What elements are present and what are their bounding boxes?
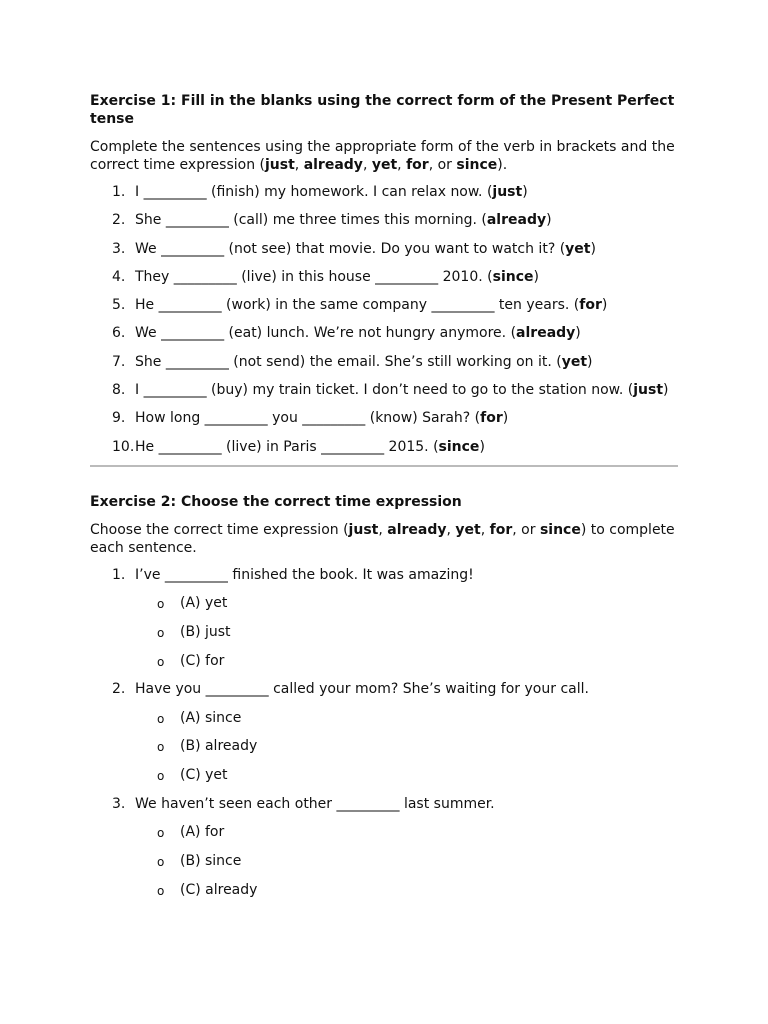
exercise-1-item: 9. How long _________ you _________ (know) Sarah? (for) xyxy=(112,410,509,427)
circle-bullet-icon: o xyxy=(157,596,165,611)
answer-option[interactable] xyxy=(90,709,680,727)
exercise-1-instructions: Complete the sentences using the appropriate form of the verb in brackets and the correct time expression (just, already, yet, for, or since). xyxy=(90,139,675,173)
item-keyword: already xyxy=(516,325,576,342)
question-text: Have you _________ called your mom? She’s waiting for your call. xyxy=(135,681,589,698)
circle-bullet-icon: o xyxy=(157,625,165,640)
option-label: (B) already xyxy=(180,738,258,755)
circle-bullet-icon: o xyxy=(157,883,165,898)
item-number: 4. xyxy=(112,268,126,285)
answer-option[interactable] xyxy=(90,594,680,612)
answer-option[interactable] xyxy=(90,852,680,870)
item-number: 6. xyxy=(112,325,126,342)
option-label: (A) yet xyxy=(180,594,228,611)
answer-option[interactable] xyxy=(90,766,680,784)
item-text: I _________ (buy) my train ticket. I don’t need to go to the station now. ( xyxy=(135,382,634,399)
item-keyword: already xyxy=(486,212,547,229)
item-text: How long _________ you _________ (know) Sarah? ( xyxy=(135,410,481,427)
item-text: I _________ (finish) my homework. I can relax now. ( xyxy=(135,184,493,200)
item-keyword: just xyxy=(492,184,523,200)
exercise-2-heading: Exercise 2: Choose the correct time expression xyxy=(90,493,462,510)
item-keyword: yet xyxy=(565,240,591,257)
question-number: 3. xyxy=(112,796,126,813)
exercise-1-item: 8. I _________ (buy) my train ticket. I don’t need to go to the station now. (just) xyxy=(112,382,669,399)
item-keyword: since xyxy=(438,438,480,455)
exercise-1-item: 7. She _________ (not send) the email. She’s still working on it. (yet) xyxy=(112,353,593,370)
item-keyword: yet xyxy=(561,353,588,370)
item-text: She _________ (call) me three times this morning. ( xyxy=(135,212,487,229)
exercise-1-item: 6. We _________ (eat) lunch. We’re not hungry anymore. (already) xyxy=(112,325,581,342)
exercise-1-item: 10. He _________ (live) in Paris _________ 2015. (since) xyxy=(112,438,485,455)
item-number: 10. xyxy=(112,438,135,455)
item-number: 9. xyxy=(112,410,126,427)
item-text: He _________ (live) in Paris _________ 2015. ( xyxy=(135,438,439,455)
item-text: She _________ (not send) the email. She’s still working on it. ( xyxy=(135,353,562,370)
circle-bullet-icon: o xyxy=(157,740,165,755)
question-text: We haven’t seen each other _________ last summer. xyxy=(135,796,495,813)
exercise-1-item: 1. I _________ (finish) my homework. I can relax now. (just) xyxy=(112,184,528,200)
exercise-1-item: 2. She _________ (call) me three times this morning. (already) xyxy=(112,212,552,229)
exercise-2-question xyxy=(90,795,680,813)
item-text: He _________ (work) in the same company _________ ten years. ( xyxy=(135,297,580,314)
question-number: 2. xyxy=(112,681,126,698)
question-text: I’ve _________ finished the book. It was amazing! xyxy=(135,566,474,583)
option-label: (C) for xyxy=(180,652,225,669)
circle-bullet-icon: o xyxy=(157,654,165,669)
item-text: We _________ (eat) lunch. We’re not hungry anymore. ( xyxy=(135,325,517,342)
exercise-2-instructions: Choose the correct time expression (just, already, yet, for, or since) to complete each sentence. xyxy=(90,521,675,556)
item-keyword: just xyxy=(633,382,664,399)
item-number: 5. xyxy=(112,297,126,314)
exercise-1-item: 3. We _________ (not see) that movie. Do you want to watch it? (yet) xyxy=(112,240,596,257)
answer-option[interactable] xyxy=(90,623,680,641)
answer-option[interactable] xyxy=(90,881,680,899)
exercise-2-question xyxy=(90,566,680,584)
circle-bullet-icon: o xyxy=(157,711,165,726)
circle-bullet-icon: o xyxy=(157,855,165,870)
exercise-1-heading: Exercise 1: Fill in the blanks using the correct form of the Present Perfect tense xyxy=(90,93,675,127)
answer-option[interactable] xyxy=(90,737,680,755)
item-number: 7. xyxy=(112,353,126,370)
worksheet xyxy=(90,92,680,910)
circle-bullet-icon: o xyxy=(157,769,165,784)
item-text: We _________ (not see) that movie. Do you want to watch it? ( xyxy=(135,240,566,257)
option-label: (C) already xyxy=(180,881,258,898)
circle-bullet-icon: o xyxy=(157,826,165,841)
exercise-1-item: 5. He _________ (work) in the same company _________ ten years. (for) xyxy=(112,297,608,314)
item-number: 1. xyxy=(112,184,126,200)
option-label: (A) since xyxy=(180,709,242,726)
section-divider xyxy=(90,465,678,467)
item-number: 8. xyxy=(112,382,126,399)
item-keyword: for xyxy=(579,297,602,314)
item-number: 2. xyxy=(112,212,126,229)
answer-option[interactable] xyxy=(90,823,680,841)
question-number: 1. xyxy=(112,566,126,583)
item-keyword: for xyxy=(480,410,503,427)
item-number: 3. xyxy=(112,240,126,257)
option-label: (C) yet xyxy=(180,767,228,784)
exercise-2-question xyxy=(90,680,680,698)
option-label: (A) for xyxy=(180,824,225,841)
answer-option[interactable] xyxy=(90,652,680,670)
item-keyword: since xyxy=(492,268,534,285)
option-label: (B) just xyxy=(180,623,231,640)
exercise-2 xyxy=(90,493,680,899)
option-label: (B) since xyxy=(180,853,242,870)
item-text: They _________ (live) in this house _________ 2010. ( xyxy=(135,268,493,285)
exercise-1-item: 4. They _________ (live) in this house _________ 2010. (since) xyxy=(112,268,539,285)
exercise-1 xyxy=(90,92,680,456)
